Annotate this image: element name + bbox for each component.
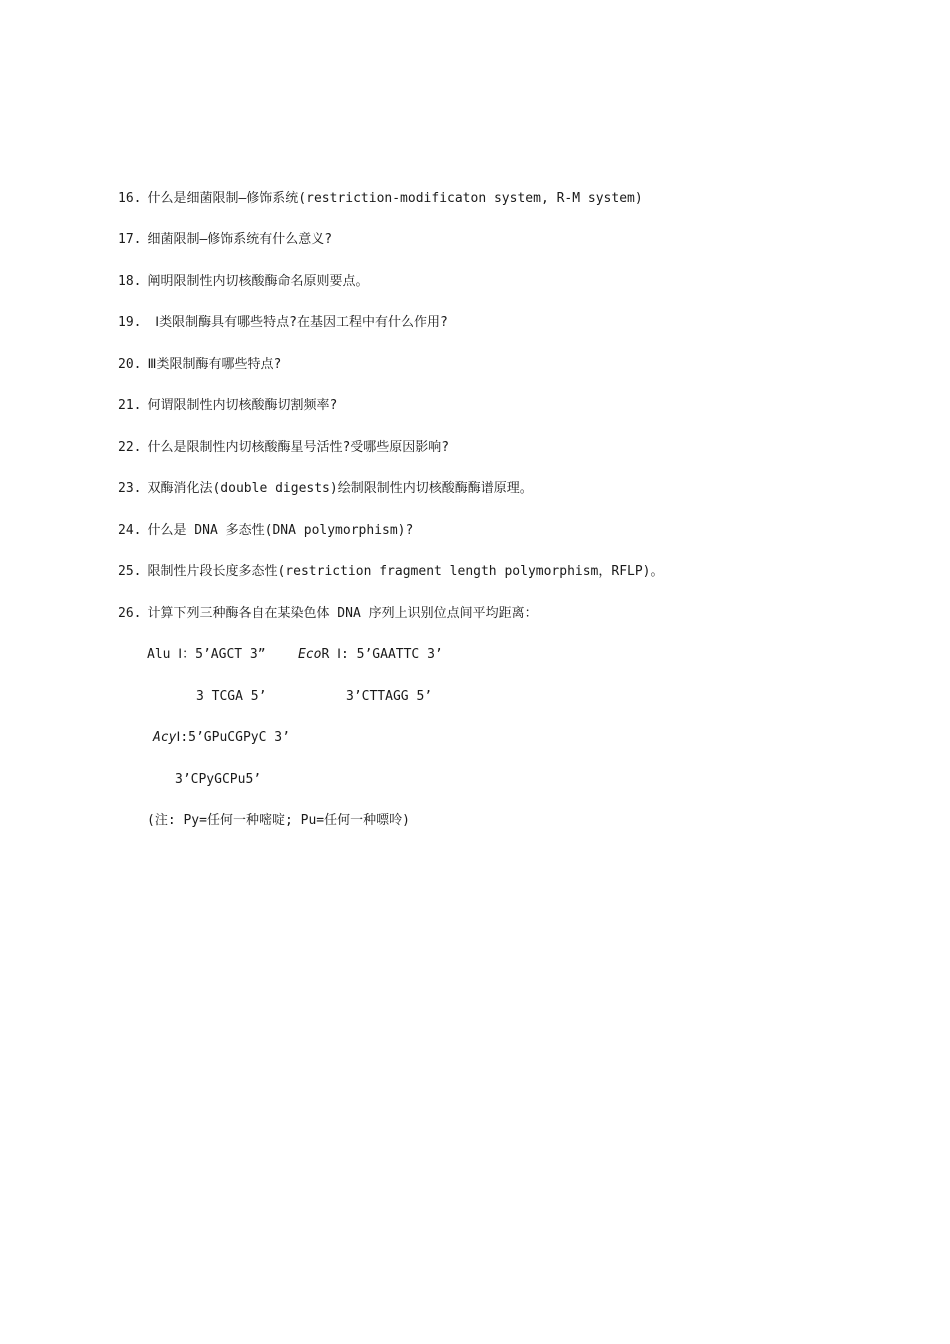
question-text: 计算下列三种酶各自在某染色体 DNA 序列上识别位点间平均距离： [147,606,538,621]
acy-top-sequence: :5’GPuCGPyC 3’ [180,730,290,745]
question-25 [118,564,664,580]
question-22 [118,440,449,456]
question-number: 24. [118,523,142,538]
eco-top-sequence: : 5’GAATTC 3’ [340,647,443,662]
alu-bottom-sequence: 3 TCGA 5’ [196,689,267,704]
question-text: 阐明限制性内切核酸酶命名原则要点。 [147,274,369,289]
alu-bottom-strand [196,689,266,705]
acy-enzyme-name-italic: Acy [153,730,177,745]
eco-bottom-strand [346,689,432,705]
acy-bottom-sequence: 3’CPyGCPu5’ [175,772,262,787]
question-number: 18. [118,274,142,289]
question-18 [118,274,369,290]
question-text: 双酶消化法(double digests)绘制限制性内切核酸酶酶谱原理。 [147,481,533,496]
question-19 [118,315,448,331]
eco-enzyme-name-italic: Eco [298,647,322,662]
footnote [147,813,410,829]
question-20 [118,357,281,373]
question-text: Ⅲ类限制酶有哪些特点? [147,357,282,372]
acy-enzyme-name-rest: Ⅰ [176,730,181,745]
question-number: 22. [118,440,142,455]
question-number: 19. [118,315,142,330]
alu-enzyme-name: Alu Ⅰ [147,647,183,662]
question-number: 25. [118,564,142,579]
question-text: 什么是 DNA 多态性(DNA polymorphism)? [147,523,414,538]
question-text: 限制性片段长度多态性(restriction fragment length polymorphism，RFLP)。 [147,564,664,579]
question-number: 20. [118,357,142,372]
eco-enzyme-name-rest: R Ⅰ [321,647,341,662]
question-text: 什么是限制性内切核酸酶星号活性?受哪些原因影响? [147,440,450,455]
question-number: 17. [118,232,142,247]
question-text: 何谓限制性内切核酸酶切割频率? [147,398,338,413]
question-text: 什么是细菌限制—修饰系统(restriction-modificaton system, R-M system) [147,191,643,206]
question-text: Ⅰ类限制酶具有哪些特点?在基因工程中有什么作用? [147,315,448,330]
eco-bottom-sequence: 3’CTTAGG 5’ [346,689,433,704]
question-26 [118,606,538,622]
alu-top-sequence: ：5’AGCT 3” [182,647,266,662]
question-number: 21. [118,398,142,413]
question-24 [118,523,413,539]
question-number: 23. [118,481,142,496]
question-21 [118,398,337,414]
footnote-text: (注: Py=任何一种嘧啶; Pu=任何一种嘌呤) [147,813,410,828]
question-number: 26. [118,606,142,621]
alu-top-strand [147,647,266,663]
question-text: 细菌限制—修饰系统有什么意义? [147,232,333,247]
acy-bottom-strand [175,772,261,788]
acy-top-strand [153,730,290,746]
question-16 [118,191,643,207]
question-17 [118,232,332,248]
eco-top-strand [298,647,443,663]
question-number: 16. [118,191,142,206]
question-23 [118,481,533,497]
